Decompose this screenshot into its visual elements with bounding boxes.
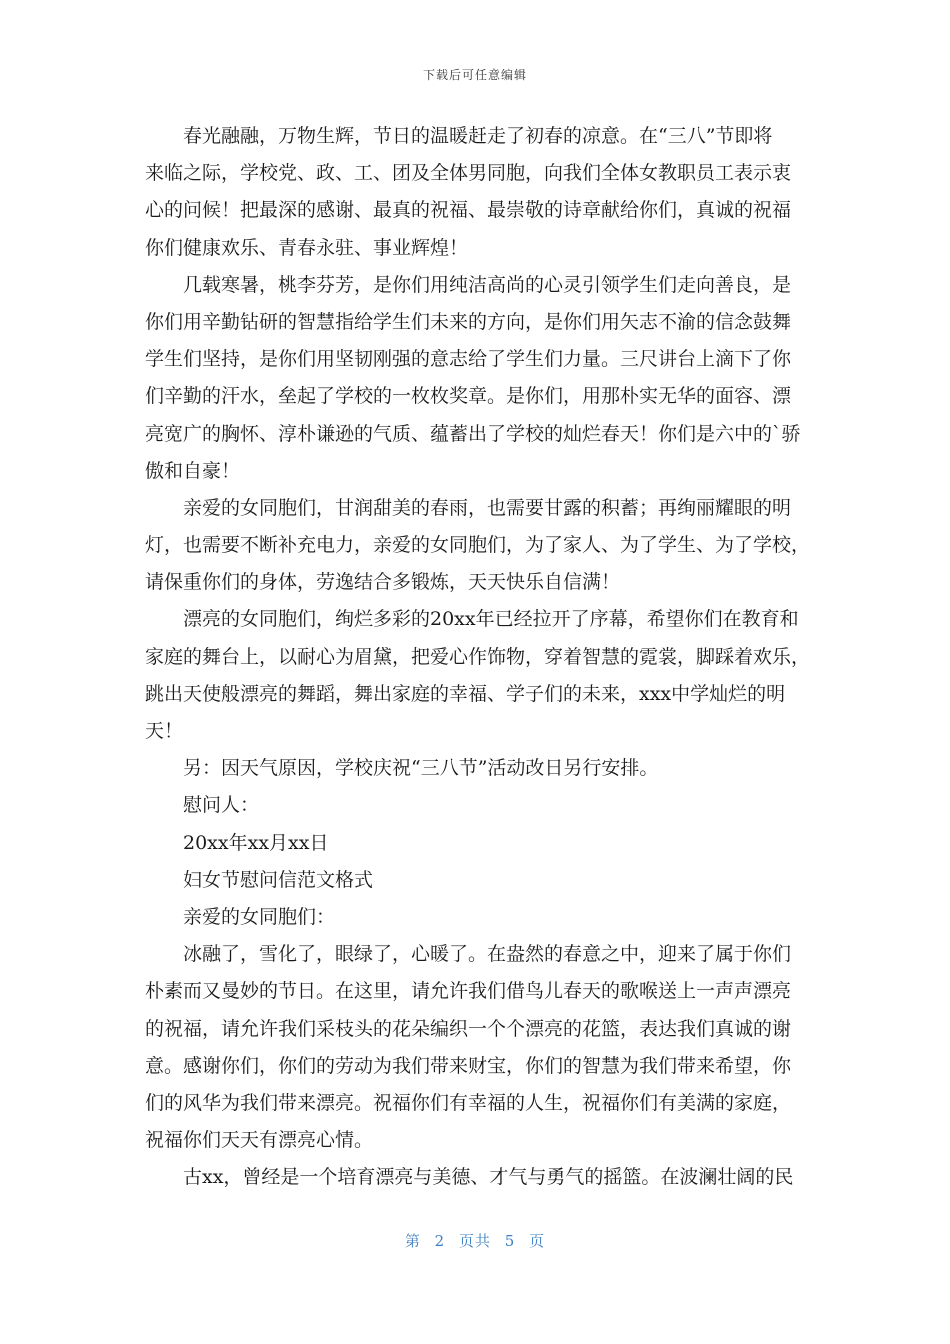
text-line: 另：因天气原因，学校庆祝“三八节”活动改日另行安排。 — [183, 757, 659, 780]
total-word: 页共 — [458, 1232, 491, 1250]
text-line: 傲和自豪！ — [145, 459, 241, 482]
text-line: 的祝福，请允许我们采枝头的花朵编织一个个漂亮的花篮，表达我们真诚的谢 — [145, 1017, 792, 1040]
text-line: 妇女节慰问信范文格式 — [183, 868, 374, 891]
text-line: 学生们坚持，是你们用坚韧刚强的意志给了学生们力量。三尺讲台上滴下了你 — [145, 348, 792, 371]
text-line: 心的问候！把最深的感谢、最真的祝福、最崇敬的诗章献给你们，真诚的祝福 — [145, 199, 792, 222]
text-line: 祝福你们天天有漂亮心情。 — [145, 1129, 374, 1152]
text-line: 朴素而又曼妙的节日。在这里，请允许我们借鸟儿春天的歌喉送上一声声漂亮 — [145, 980, 792, 1003]
text-line: 冰融了，雪化了，眼绿了，心暖了。在盎然的春意之中，迎来了属于你们 — [183, 943, 792, 966]
page-header: 下载后可任意编辑 — [422, 68, 527, 82]
text-line: 天！ — [145, 720, 184, 742]
text-line: 灯，也需要不断补充电力，亲爱的女同胞们，为了家人、为了学生、为了学校， — [145, 534, 810, 557]
text-line: 你们健康欢乐、青春永驻、事业辉煌！ — [145, 236, 469, 259]
text-line: 意。感谢你们，你们的劳动为我们带来财宝，你们的智慧为我们带来希望，你 — [145, 1054, 792, 1077]
document-body — [145, 118, 810, 1196]
text-line: 们辛勤的汗水，垒起了学校的一枚枚奖章。是你们，用那朴实无华的面容、漂 — [145, 385, 792, 408]
text-line: 请保重你们的身体，劳逸结合多锻炼，天天快乐自信满！ — [145, 571, 621, 594]
text-line: 亮宽广的胸怀、淳朴谦逊的气质、蕴蓄出了学校的灿烂春天！你们是六中的`骄 — [145, 422, 801, 445]
page-suffix: 页 — [529, 1232, 546, 1250]
text-line: 慰问人： — [183, 794, 260, 817]
text-line: 们的风华为我们带来漂亮。祝福你们有幸福的人生，祝福你们有美满的家庭， — [145, 1091, 792, 1114]
text-line: 几载寒暑，桃李芬芳，是你们用纯洁高尚的心灵引领学生们走向善良，是 — [183, 273, 792, 296]
total-pages-number: 5 — [504, 1232, 516, 1250]
text-line: 家庭的舞台上，以耐心为眉黛，把爱心作饰物，穿着智慧的霓裳，脚踩着欢乐， — [145, 645, 810, 668]
text-line: 你们用辛勤钻研的智慧指给学生们未来的方向，是你们用矢志不渝的信念鼓舞 — [145, 310, 792, 333]
text-line: 春光融融，万物生辉，节日的温暖赶走了初春的凉意。在“三八”节即将 — [183, 125, 773, 147]
text-line: 来临之际，学校党、政、工、团及全体男同胞，向我们全体女教职员工表示衷 — [145, 162, 792, 185]
page-word: 第 — [404, 1232, 421, 1250]
text-line: 漂亮的女同胞们，绚烂多彩的20xx年已经拉开了序幕，希望你们在教育和 — [183, 608, 799, 631]
page-footer — [0, 1230, 950, 1251]
text-line: 20xx年xx月xx日 — [183, 831, 329, 854]
text-line: 亲爱的女同胞们，甘润甜美的春雨，也需要甘露的积蓄；再绚丽耀眼的明 — [183, 496, 792, 519]
text-line: 亲爱的女同胞们： — [183, 905, 336, 928]
text-line: 跳出天使般漂亮的舞蹈，舞出家庭的幸福、学子们的未来，xxx中学灿烂的明 — [145, 682, 786, 705]
current-page-number: 2 — [434, 1232, 446, 1250]
text-line: 古xx，曾经是一个培育漂亮与美德、才气与勇气的摇篮。在波澜壮阔的民 — [183, 1166, 794, 1189]
